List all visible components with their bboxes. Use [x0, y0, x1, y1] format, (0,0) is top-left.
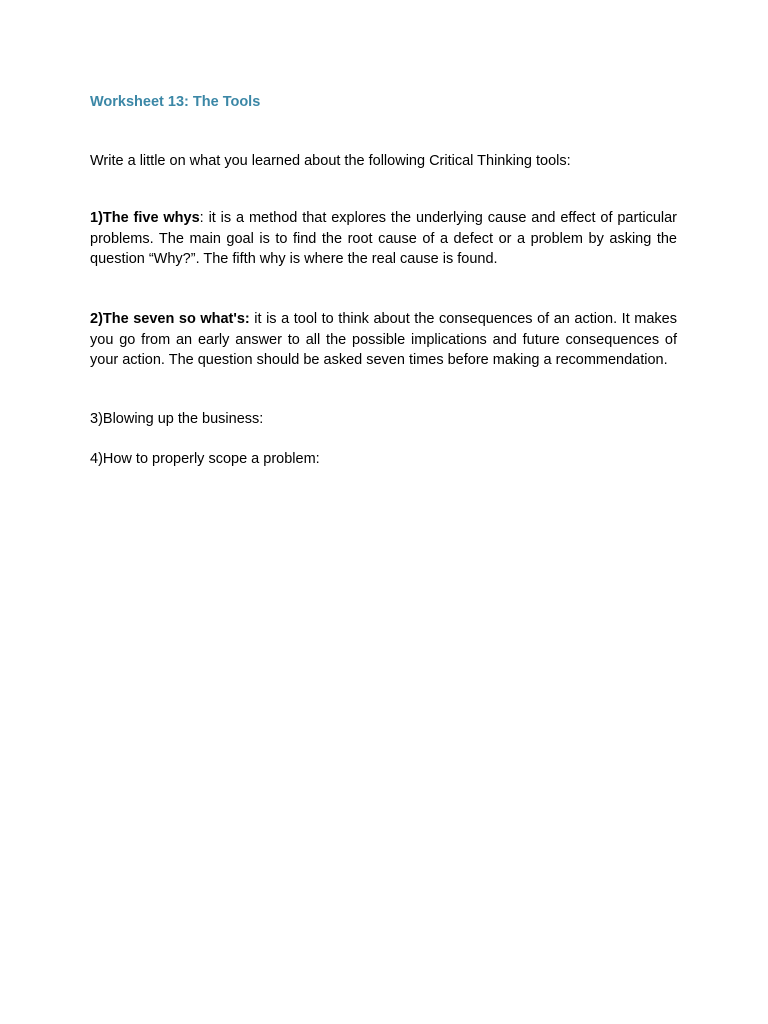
item-five-whys-text: : it is a method that explores the underlying cause and effect of particular problems. The main goal is to find the root cause of a defect or a problem by asking the question “Why?”. The fifth why is where the real cause is found.: [90, 210, 678, 267]
item-five-whys: [90, 208, 677, 270]
item-seven-so-whats-text: it is a tool to think about the consequences of an action. It makes you go from an early answer to all the possible implications and future consequences of your action. The question should be asked seven times before making a recommendation.: [90, 311, 677, 368]
item-five-whys-term: 1)The five whys: [90, 210, 200, 226]
item-seven-so-whats-term: 2)The seven so what's:: [90, 311, 250, 327]
item-scope-problem: 4)How to properly scope a problem:: [90, 451, 320, 467]
worksheet-title: Worksheet 13: The Tools: [90, 94, 261, 110]
intro-text: Write a little on what you learned about the following Critical Thinking tools:: [90, 153, 571, 169]
item-seven-so-whats: [90, 309, 677, 371]
item-blowing-up-business: 3)Blowing up the business:: [90, 411, 264, 427]
